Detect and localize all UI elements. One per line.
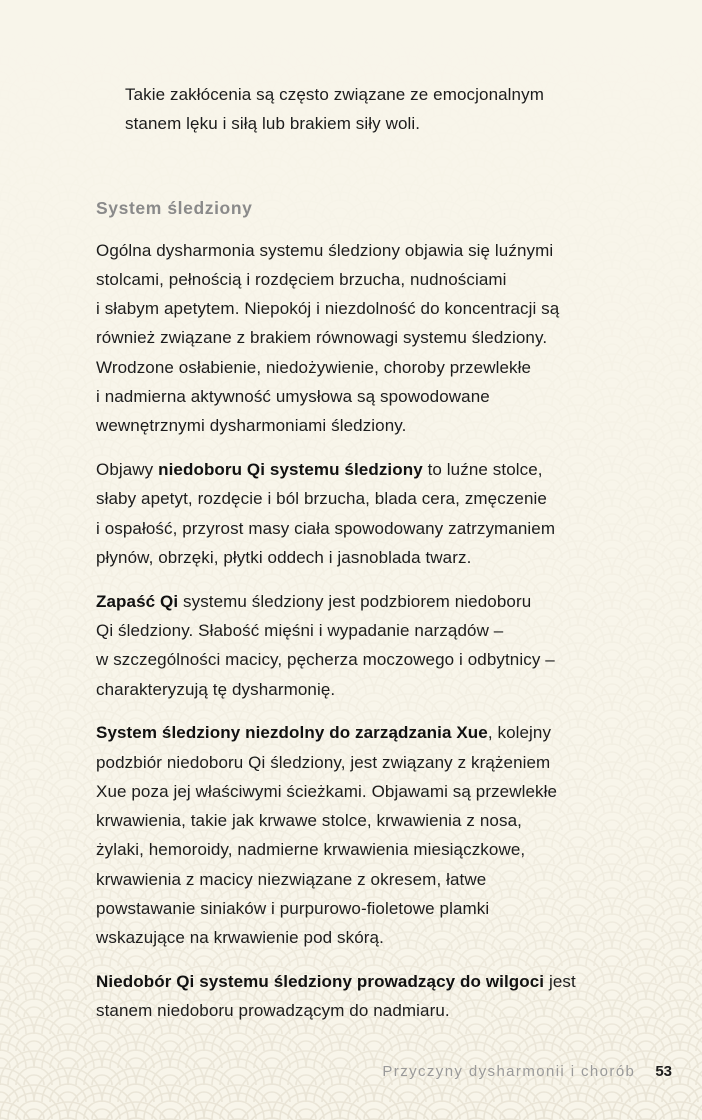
text-rest: systemu śledziony jest podzbiorem niedoboru: [178, 591, 532, 611]
page-content: [96, 80, 636, 1026]
text-line: stanem niedoboru prowadzącym do nadmiaru.: [96, 1001, 450, 1021]
bold-term: Zapaść Qi: [96, 591, 179, 611]
text-line: w szczególności macicy, pęcherza moczowego i odbytnicy –: [96, 650, 555, 670]
text-line: Qi śledziony. Słabość mięśni i wypadanie narządów –: [96, 620, 504, 640]
text-rest: to luźne stolce,: [422, 460, 543, 480]
text-line: krwawienia, takie jak krwawe stolce, krwawienia z nosa,: [96, 811, 522, 831]
text-line: [96, 587, 636, 616]
text-line: żylaki, hemoroidy, nadmierne krwawienia miesiączkowe,: [96, 840, 526, 860]
text-rest: , kolejny: [487, 723, 552, 743]
paragraph-xue: [96, 718, 636, 952]
text-line: [96, 455, 636, 484]
text-line: podzbiór niedoboru Qi śledziony, jest związany z krążeniem: [96, 752, 551, 772]
bold-term: System śledziony niezdolny do zarządzania Xue: [96, 723, 488, 743]
section-heading: System śledziony: [96, 197, 253, 218]
page-number: 53: [655, 1063, 672, 1080]
text-line: stanem lęku i siłą lub brakiem siły woli.: [125, 114, 421, 134]
text-line: krwawienia z macicy niezwiązane z okresem, łatwe: [96, 869, 487, 889]
paragraph-qi-deficiency: [96, 455, 636, 572]
text-line: Xue poza jej właściwymi ścieżkami. Objawami są przewlekłe: [96, 781, 558, 801]
text-line: również związane z brakiem równowagi systemu śledziony.: [96, 328, 548, 348]
page-footer: [382, 1063, 672, 1080]
text-rest: jest: [544, 971, 576, 991]
bold-term: Niedobór Qi systemu śledziony prowadzący do wilgoci: [96, 971, 545, 991]
text-line: i słabym apetytem. Niepokój i niezdolność do koncentracji są: [96, 299, 560, 319]
text-line: powstawanie siniaków i purpurowo-fioletowe plamki: [96, 899, 490, 918]
paragraph-intro: [96, 80, 636, 139]
text-line: i nadmierna aktywność umysłowa są spowodowane: [96, 387, 490, 407]
text-line: Takie zakłócenia są często związane ze emocjonalnym: [125, 85, 544, 104]
text-line: słaby apetyt, rozdęcie i ból brzucha, blada cera, zmęczenie: [96, 489, 547, 509]
bold-term: niedoboru Qi systemu śledziony: [158, 460, 423, 480]
paragraph-collapse: [96, 587, 636, 704]
running-chapter-title: Przyczyny dysharmonii i chorób: [382, 1063, 636, 1080]
paragraph-general: [96, 236, 636, 441]
paragraph-damp: [96, 967, 636, 1026]
text-line: charakteryzują tę dysharmonię.: [96, 679, 336, 699]
text-line: Wrodzone osłabienie, niedożywienie, choroby przewlekłe: [96, 357, 532, 377]
text-lead: Objawy: [96, 460, 159, 480]
text-line: wewnętrznymi dysharmoniami śledziony.: [96, 416, 407, 436]
text-line: wskazujące na krwawienie pod skórą.: [96, 928, 384, 948]
text-line: płynów, obrzęki, płytki oddech i jasnoblada twarz.: [96, 547, 472, 567]
text-line: i ospałość, przyrost masy ciała spowodowany zatrzymaniem: [96, 518, 556, 538]
text-line: [96, 718, 636, 747]
text-line: stolcami, pełnością i rozdęciem brzucha, nudnościami: [96, 269, 507, 289]
text-line: [96, 967, 636, 996]
text-line: Ogólna dysharmonia systemu śledziony objawia się luźnymi: [96, 240, 554, 260]
